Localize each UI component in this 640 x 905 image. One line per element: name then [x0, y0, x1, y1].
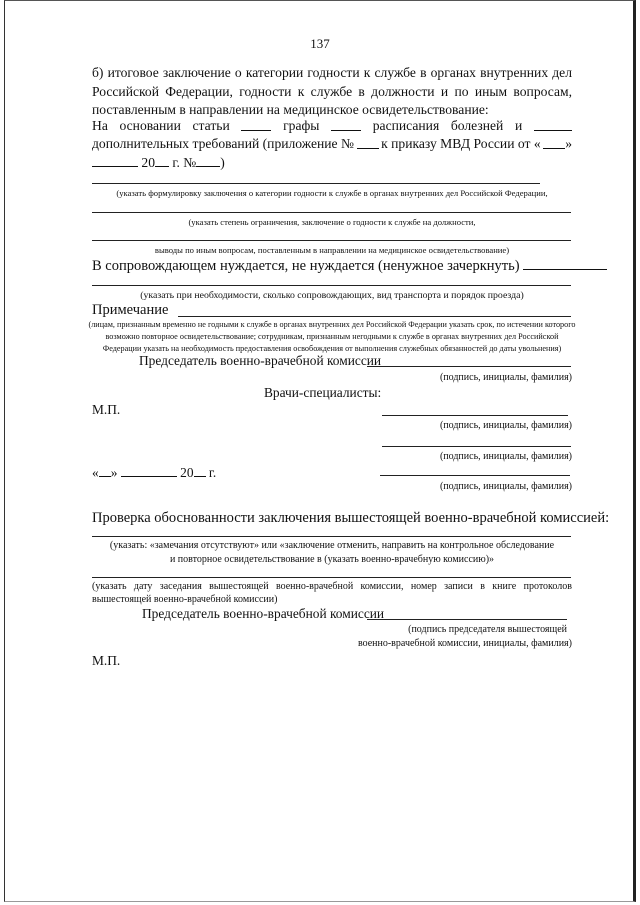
escort-text: В сопровождающем нуждается, не нуждается (ненужное зачеркнуть)	[92, 258, 520, 274]
escort-field[interactable]	[523, 256, 607, 270]
review-date-hint-2: вышестоящей военно-врачебной комиссии)	[92, 594, 278, 605]
date-close-quote: »	[110, 465, 118, 480]
review-date-hint-1: (указать дату заседания вышестоящей военно-врачебной комиссии, номер записи в книге протоколов	[92, 581, 572, 592]
restriction-line[interactable]	[92, 212, 571, 213]
order-number-field[interactable]	[196, 154, 220, 167]
escort-row	[92, 256, 607, 275]
basis-text: к приказу МВД России от «	[381, 136, 541, 151]
chairman-label: Председатель военно-врачебной комиссии	[139, 353, 382, 368]
category-conclusion-line[interactable]	[92, 183, 540, 184]
note-hint-line: Федерации указать на необходимость предоставления освобождения от выполнения служебных обязанностей до даты увольнения)	[102, 344, 562, 354]
basis-text: дополнительных требований (приложение №	[92, 136, 354, 151]
other-conclusions-line[interactable]	[92, 240, 571, 241]
page-number: 137	[310, 36, 330, 51]
chairman-signature-line[interactable]	[367, 366, 571, 367]
basis-word: расписания	[372, 118, 440, 133]
date-year-field[interactable]	[194, 464, 206, 477]
column-field[interactable]	[331, 118, 361, 131]
order-year-field[interactable]	[155, 154, 169, 167]
review-chairman-signature-line[interactable]	[367, 619, 567, 620]
order-month-field[interactable]	[92, 154, 138, 167]
review-chairman-hint-2: военно-врачебной комиссии, инициалы, фамилия)	[357, 638, 572, 649]
specialist-signature-line-2[interactable]	[382, 446, 571, 447]
date-year-prefix: 20	[180, 465, 194, 480]
basis-word: и	[515, 118, 523, 133]
date-year-suffix: г.	[208, 465, 217, 480]
basis-word: болезней	[450, 118, 504, 133]
specialist-signature-line-1[interactable]	[382, 415, 568, 416]
review-date-line[interactable]	[92, 577, 571, 578]
basis-line-3	[92, 154, 225, 171]
specialist-signature-hint-1: (подпись, инициалы, фамилия)	[439, 420, 572, 431]
review-remarks-line[interactable]	[92, 536, 571, 537]
note-hint-line: (лицам, признанным временно не годными к службе в органах внутренних дел Российской Федерации указать срок, по истечении которого	[88, 320, 576, 329]
review-chairman-label: Председатель военно-врачебной комиссии	[142, 606, 385, 621]
specialists-label: Врачи-специалисты:	[264, 385, 382, 400]
specialist-signature-line-3[interactable]	[380, 475, 570, 476]
review-hint	[92, 539, 572, 566]
basis-text: »	[565, 136, 572, 151]
other-conclusions-hint: выводы по иным вопросам, поставленным в направлении на медицинское освидетельствование)	[154, 245, 510, 255]
basis-word: На	[92, 118, 108, 133]
basis-line-1	[92, 118, 572, 134]
restriction-hint: (указать степень ограничения, заключение о годности к службе на должности,	[188, 217, 476, 227]
note-line[interactable]	[178, 316, 571, 317]
year-prefix: 20	[141, 155, 155, 170]
escort-details-line[interactable]	[92, 285, 571, 286]
article-field[interactable]	[241, 118, 271, 131]
escort-hint: (указать при необходимости, сколько сопровождающих, вид транспорта и порядок проезда)	[140, 290, 524, 301]
basis-word: статьи	[192, 118, 230, 133]
review-hint-line: и повторное освидетельствование в (указать военно-врачебную комиссию)»	[169, 553, 495, 565]
basis-word: графы	[283, 118, 320, 133]
basis-line-2	[92, 136, 572, 152]
date-month-field[interactable]	[121, 464, 177, 477]
stamp-label: М.П.	[92, 402, 121, 417]
review-title: Проверка обоснованности заключения вышестоящей военно-врачебной комиссией:	[92, 510, 610, 526]
specialist-signature-hint-2: (подпись, инициалы, фамилия)	[439, 451, 572, 462]
additional-field[interactable]	[534, 118, 572, 131]
date-day-field[interactable]	[99, 464, 111, 477]
date-row	[92, 464, 216, 481]
basis-word: основании	[119, 118, 181, 133]
review-hint-line: (указать: «замечания отсутствуют» или «заключение отменить, направить на контрольное обследование	[109, 540, 555, 551]
note-hint	[88, 319, 576, 356]
chairman-signature-hint: (подпись, инициалы, фамилия)	[439, 372, 572, 383]
close-paren: )	[220, 155, 225, 170]
appendix-number-field[interactable]	[357, 136, 379, 149]
note-hint-line: возможно повторное освидетельствование; сотрудникам, признанным негодными к службе в органах внутренних дел Российской	[105, 332, 559, 342]
category-wording-hint: (указать формулировку заключения о категории годности к службе в органах внутренних дел Российской Федерации,	[116, 188, 548, 198]
review-chairman-hint-1: (подпись председателя вышестоящей	[408, 624, 567, 635]
specialist-signature-hint-3: (подпись, инициалы, фамилия)	[439, 481, 572, 492]
date-open-quote: «	[92, 465, 99, 480]
note-label: Примечание	[92, 302, 169, 318]
section-b-intro: б) итоговое заключение о категории годности к службе в органах внутренних дел Российской Федерации, годности к службе в должности и по иным вопросам, поставленным в направлении на медицинское освидетельствование:	[92, 65, 572, 117]
order-day-field[interactable]	[543, 136, 565, 149]
year-suffix: г. №	[172, 155, 197, 170]
review-stamp-label: М.П.	[92, 653, 121, 668]
